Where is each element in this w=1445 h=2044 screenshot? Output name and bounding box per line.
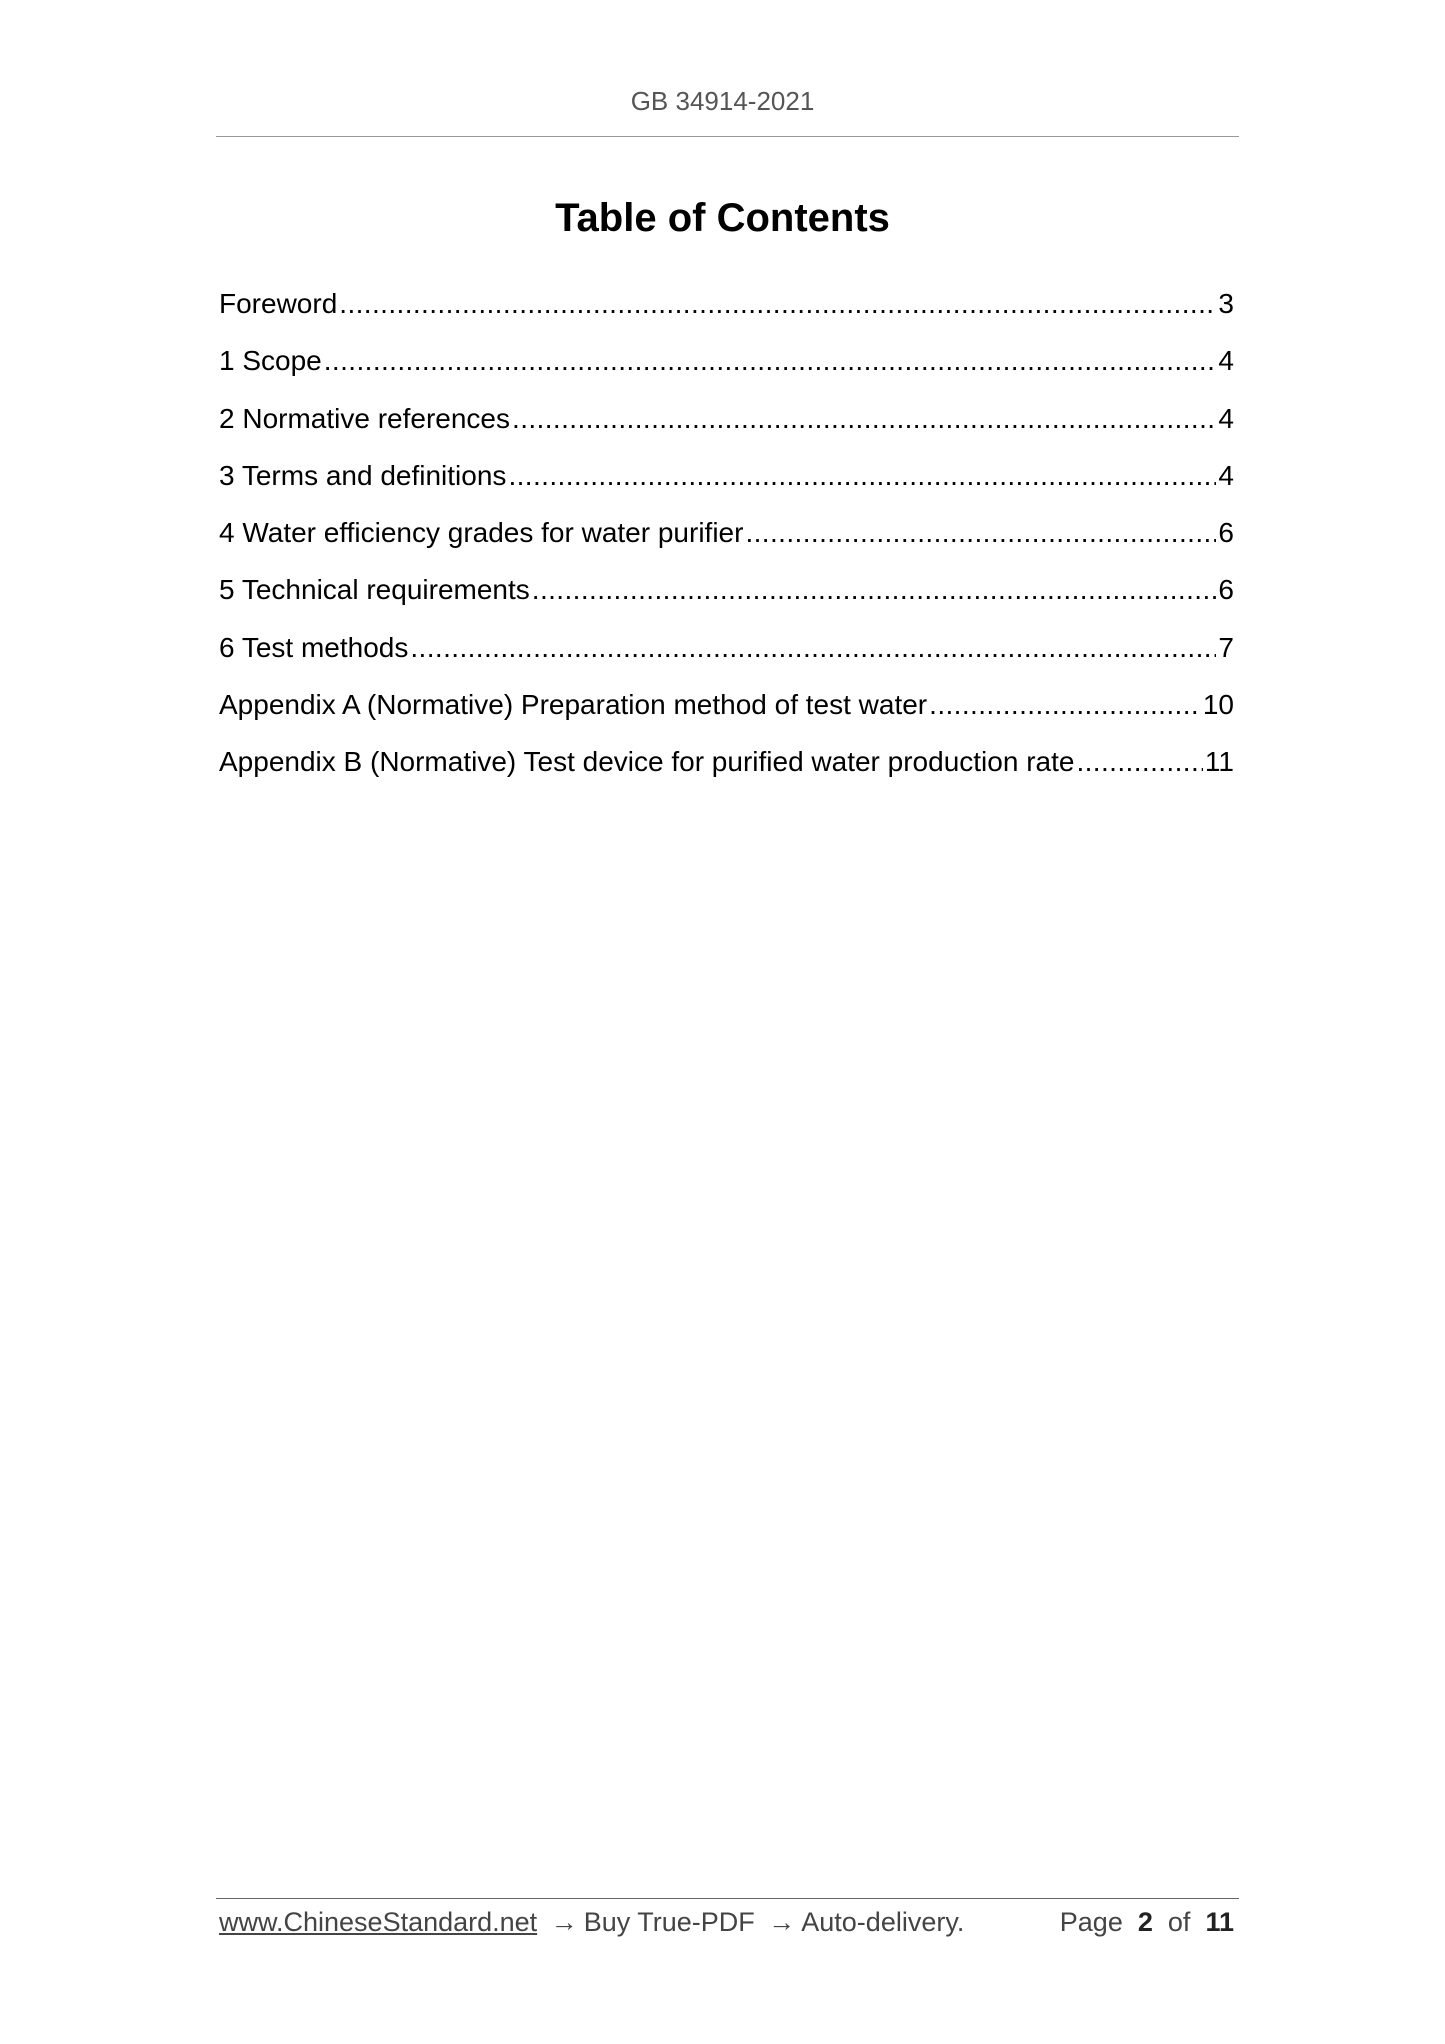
toc-entry-page: 4 bbox=[1218, 345, 1234, 377]
dot-leader bbox=[1076, 742, 1202, 782]
page-footer bbox=[219, 1902, 1234, 1942]
toc-entry-scope[interactable] bbox=[219, 341, 1234, 398]
toc-entry-label: 4 Water efficiency grades for water purifier bbox=[219, 517, 744, 549]
document-id-header: GB 34914-2021 bbox=[630, 86, 815, 116]
toc-entry-appendix-a[interactable] bbox=[219, 685, 1234, 742]
footer-promo bbox=[219, 1902, 964, 1942]
arrow-right-icon: → bbox=[768, 1907, 796, 1937]
toc-entry-label: Appendix B (Normative) Test device for purified water production rate bbox=[219, 746, 1075, 778]
toc-entry-page: 4 bbox=[1218, 459, 1234, 491]
toc-entry-terms-and-definitions[interactable] bbox=[219, 456, 1234, 513]
footer-divider bbox=[216, 1898, 1239, 1899]
toc-entry-page: 6 bbox=[1218, 574, 1234, 606]
toc-entry-label: 6 Test methods bbox=[219, 631, 409, 663]
toc-entry-label: 5 Technical requirements bbox=[219, 574, 530, 606]
toc-entry-label: 3 Terms and definitions bbox=[219, 459, 507, 491]
page-title: Table of Contents bbox=[555, 196, 890, 240]
toc-entry-water-efficiency-grades[interactable] bbox=[219, 513, 1234, 570]
toc-entry-page: 11 bbox=[1204, 746, 1234, 778]
toc-entry-normative-references[interactable] bbox=[219, 399, 1234, 456]
dot-leader bbox=[532, 570, 1217, 610]
dot-leader bbox=[324, 341, 1217, 381]
website-link[interactable]: www.ChineseStandard.net bbox=[219, 1907, 538, 1937]
toc-entry-label: Appendix A (Normative) Preparation method of test water bbox=[219, 689, 928, 721]
dot-leader bbox=[745, 513, 1216, 553]
page-of-label: of bbox=[1167, 1907, 1191, 1937]
page-label: Page bbox=[1059, 1907, 1123, 1937]
toc-entry-page: 4 bbox=[1218, 402, 1234, 434]
dot-leader bbox=[410, 628, 1216, 668]
arrow-right-icon: → bbox=[550, 1907, 578, 1937]
toc-entry-foreword[interactable] bbox=[219, 284, 1234, 341]
toc-entry-page: 10 bbox=[1202, 689, 1234, 721]
toc-entry-technical-requirements[interactable] bbox=[219, 570, 1234, 627]
dot-leader bbox=[512, 399, 1216, 439]
toc-entry-page: 3 bbox=[1218, 288, 1234, 319]
toc-entry-page: 6 bbox=[1218, 517, 1234, 549]
header-divider bbox=[216, 136, 1239, 137]
toc-entry-page: 7 bbox=[1218, 631, 1234, 663]
toc-entry-appendix-b[interactable] bbox=[219, 742, 1234, 799]
page-number bbox=[1060, 1902, 1234, 1942]
dot-leader bbox=[508, 456, 1216, 496]
buy-true-pdf-text: Buy True-PDF bbox=[583, 1907, 755, 1937]
table-of-contents bbox=[219, 284, 1234, 800]
toc-entry-label: 2 Normative references bbox=[219, 402, 511, 434]
auto-delivery-text: Auto-delivery. bbox=[801, 1907, 965, 1937]
toc-entry-label: Foreword bbox=[219, 288, 338, 319]
dot-leader bbox=[929, 685, 1201, 725]
toc-entry-label: 1 Scope bbox=[219, 345, 322, 377]
dot-leader bbox=[339, 284, 1216, 324]
total-pages-number: 11 bbox=[1205, 1907, 1234, 1937]
current-page-number: 2 bbox=[1137, 1907, 1153, 1937]
toc-entry-test-methods[interactable] bbox=[219, 628, 1234, 685]
